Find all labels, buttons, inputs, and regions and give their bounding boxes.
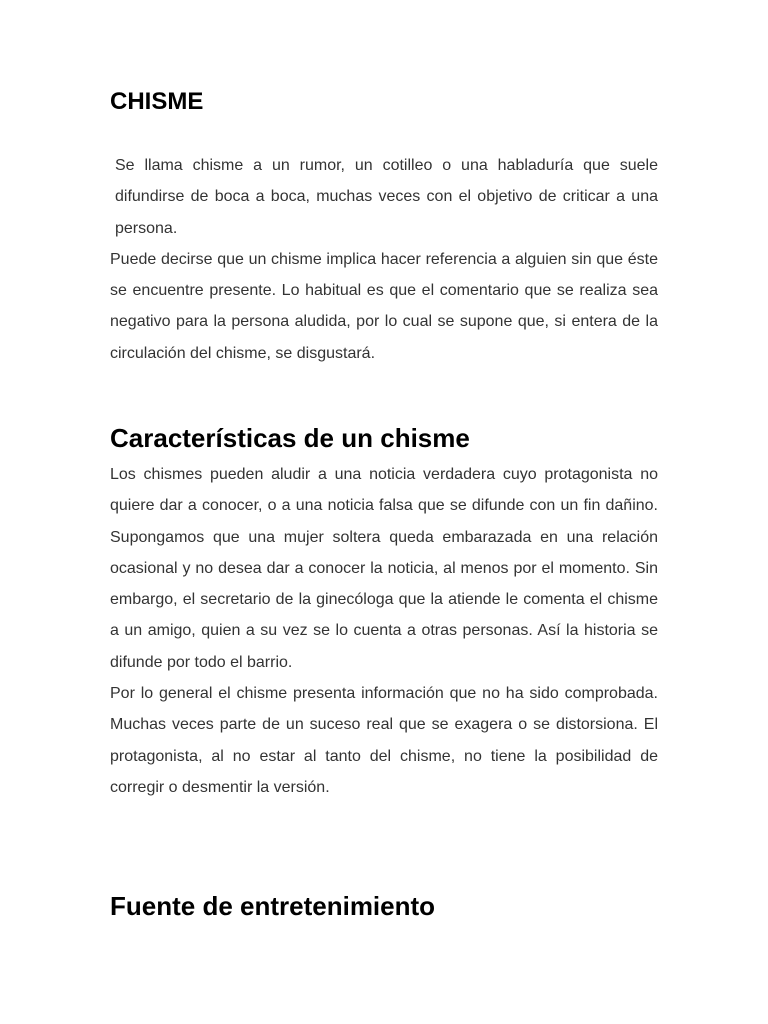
section-heading-fuente: Fuente de entretenimiento — [110, 891, 436, 921]
caracteristicas-paragraph-1: Los chismes pueden aludir a una noticia verdadera cuyo protagonista no quiere dar a conocer, o a una noticia falsa que se difunde con un fin dañino. Supongamos que una mujer soltera queda embarazada en una relación ocasional y no desea dar a conocer la noticia, al menos por el momento. Sin embargo, el secretario de la ginecóloga que la atiende le comenta el chisme a un amigo, quien a su vez se lo cuenta a otras personas. Así la historia se difunde por todo el barrio. — [110, 466, 658, 671]
section-heading-caracteristicas: Características de un chisme — [110, 423, 470, 453]
caracteristicas-section — [110, 459, 658, 803]
document-title: CHISME — [110, 88, 204, 115]
intro-paragraph-2: Puede decirse que un chisme implica hacer referencia a alguien sin que éste se encuentre presente. Lo habitual es que el comentario que se realiza sea negativo para la persona aludida, por lo cual se supone que, si entera de la circulación del chisme, se disgustará. — [110, 250, 658, 362]
intro-section — [110, 150, 658, 369]
intro-paragraph-1: Se llama chisme a un rumor, un cotilleo o una habladuría que suele difundirse de boca a boca, muchas veces con el objetivo de criticar a una persona. — [115, 157, 658, 237]
caracteristicas-paragraph-2: Por lo general el chisme presenta información que no ha sido comprobada. Muchas veces parte de un suceso real que se exagera o se distorsiona. El protagonista, al no estar al tanto del chisme, no tiene la posibilidad de corregir o desmentir la versión. — [110, 685, 658, 796]
